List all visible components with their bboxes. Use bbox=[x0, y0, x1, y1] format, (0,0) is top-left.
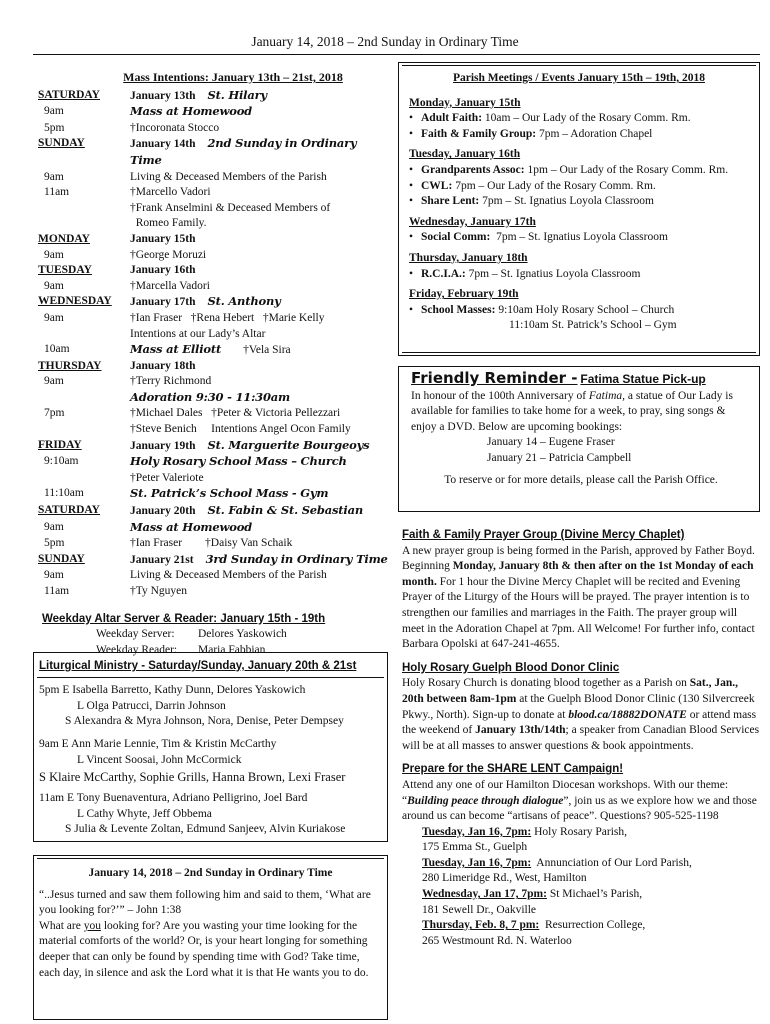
parish-events-box bbox=[398, 62, 760, 356]
liturgical-9am bbox=[39, 737, 384, 786]
mass-row-day: 9am bbox=[44, 569, 64, 582]
reflection-rule-top bbox=[37, 858, 384, 859]
parish-event-extra: 11:10am St. Patrick’s School – Gym bbox=[509, 319, 677, 332]
mass-row-text bbox=[130, 584, 390, 600]
parish-event-detail: 9:10am Holy Rosary School – Church bbox=[495, 303, 675, 316]
mass-row-text bbox=[130, 136, 390, 169]
mass-intentions-title: Mass Intentions: January 13th – 21st, 2018 bbox=[123, 70, 343, 84]
share-text-c: ”, join us as we explore how we and those around us can become “artisans of peace”. Questions? 905-525-1198 bbox=[402, 794, 757, 823]
mass-row-detail: January 16th bbox=[130, 264, 196, 277]
reminder-subtitle: Fatima Statue Pick-up bbox=[580, 372, 706, 386]
mass-row-detail: Living & Deceased Members of the Parish bbox=[130, 170, 327, 183]
mass-row-feast: St. Patrick’s School Mass - Gym bbox=[130, 486, 329, 501]
mass-row-day: 5pm bbox=[44, 537, 65, 550]
bullet-icon: • bbox=[409, 267, 414, 280]
reflection-text-a: What are bbox=[39, 919, 84, 932]
liturgical-line: 9am E Ann Marie Lennie, Tim & Kristin McCarthy bbox=[39, 738, 277, 750]
mass-row-day: 9am bbox=[44, 375, 64, 388]
mass-row-day bbox=[38, 422, 130, 438]
mass-row-text bbox=[130, 201, 390, 217]
mass-row-detail: January 21st bbox=[130, 553, 194, 566]
share-lent-title: Prepare for the SHARE LENT Campaign! bbox=[402, 763, 624, 776]
reflection-box bbox=[33, 855, 388, 1020]
mass-row-detail: †Ian Fraser †Daisy Van Schaik bbox=[130, 537, 293, 550]
blood-donor-body bbox=[402, 676, 762, 754]
parish-day-heading: Friday, February 19th bbox=[409, 288, 519, 301]
mass-row-text bbox=[130, 390, 390, 407]
parish-event-name: Social Comm: bbox=[421, 231, 491, 244]
mass-row-feast: St. Marguerite Bourgeoys bbox=[207, 437, 370, 452]
mass-row-detail: †Steve Benich Intentions Angel Ocon Family bbox=[130, 423, 351, 436]
parish-event-item bbox=[409, 111, 751, 127]
mass-row-feast: 3rd Sunday in Ordinary Time bbox=[205, 551, 388, 566]
mass-row-detail: Living & Deceased Members of the Parish bbox=[130, 569, 327, 582]
mass-intentions-list bbox=[38, 88, 390, 600]
reminder-body-b: a statue of Our Lady is available for families to take home for a week, to pray, sing songs & enjoy a DVD. Below are upcoming bookings: bbox=[411, 389, 733, 433]
mass-row-day: WEDNESDAY bbox=[38, 295, 112, 308]
blood-text-c: at the Guelph Blood Donor Clinic (130 Silvercreek Pkwy., North). Sign-up to donate at bbox=[402, 692, 755, 721]
share-session-when: Wednesday, Jan 17, 7pm: bbox=[422, 888, 547, 901]
mass-row-day: FRIDAY bbox=[38, 438, 82, 451]
liturgical-line: L Cathy Whyte, Jeff Obbema bbox=[77, 807, 212, 820]
mass-row bbox=[38, 486, 390, 503]
left-column bbox=[38, 70, 390, 658]
mass-row-text bbox=[130, 486, 390, 503]
mass-row-text bbox=[130, 248, 390, 264]
mass-row bbox=[38, 503, 390, 520]
mass-row-text bbox=[130, 170, 390, 186]
reminder-footer: To reserve or for more details, please call the Parish Office. bbox=[444, 473, 718, 486]
parish-event-detail: 7pm – St. Ignatius Loyola Classroom bbox=[490, 231, 668, 244]
mass-row-detail: January 19th bbox=[130, 439, 196, 452]
mass-row-day: 9am bbox=[44, 311, 64, 324]
parish-event-name: R.C.I.A.: bbox=[421, 267, 466, 280]
blood-text-a: Holy Rosary Church is donating blood together as a Parish on bbox=[402, 677, 690, 690]
mass-row-day: 9:10am bbox=[44, 455, 79, 468]
mass-row-detail: †George Moruzi bbox=[130, 248, 207, 261]
altar-server-label: Weekday Server: bbox=[96, 628, 175, 641]
reminder-body bbox=[411, 389, 751, 436]
share-session-when: Thursday, Feb. 8, 7 pm: bbox=[422, 919, 540, 932]
prayer-text-a: A new prayer group is being formed in the Parish, approved by Father Boyd. Beginning bbox=[402, 544, 755, 573]
altar-reader-label: Weekday Reader: bbox=[96, 643, 178, 656]
liturgical-line: S Julia & Levente Zoltan, Edmund Sanjeev, Alvin Kuriakose bbox=[65, 823, 346, 836]
bullet-icon: • bbox=[409, 127, 414, 140]
mass-row-detail: January 17th bbox=[130, 296, 196, 309]
mass-row-day: SUNDAY bbox=[38, 552, 85, 565]
mass-row-text bbox=[130, 104, 390, 121]
mass-row-day: 9am bbox=[44, 520, 64, 533]
parish-event-detail: 7pm – St. Ignatius Loyola Classroom bbox=[479, 195, 654, 208]
reminder-heading bbox=[411, 371, 751, 389]
liturgical-title: Liturgical Ministry - Saturday/Sunday, January 20th & 21st bbox=[39, 660, 357, 672]
header-rule bbox=[33, 54, 760, 55]
mass-row-text bbox=[130, 216, 390, 232]
mass-row-text bbox=[130, 568, 390, 584]
mass-row-day bbox=[38, 471, 130, 487]
mass-row-text bbox=[130, 374, 390, 390]
parish-event-item bbox=[409, 194, 751, 210]
mass-row bbox=[38, 121, 390, 137]
parish-rule-top bbox=[402, 65, 756, 66]
parish-events-list bbox=[399, 87, 759, 334]
mass-row-feast: Mass at Homewood bbox=[130, 104, 253, 119]
mass-row-day: 7pm bbox=[44, 407, 65, 420]
mass-row bbox=[38, 374, 390, 390]
mass-row-day: 9am bbox=[44, 279, 64, 292]
page-title: January 14, 2018 – 2nd Sunday in Ordinary Time bbox=[251, 34, 519, 49]
mass-row-text bbox=[130, 536, 390, 552]
altar-title: Weekday Altar Server & Reader: January 15th - 19th bbox=[42, 612, 326, 625]
mass-row bbox=[38, 471, 390, 487]
mass-row bbox=[38, 438, 390, 455]
mass-row-text bbox=[130, 342, 390, 359]
mass-row-detail: January 18th bbox=[130, 359, 196, 372]
mass-row bbox=[38, 454, 390, 471]
bullet-icon: • bbox=[409, 112, 414, 125]
parish-event-name: Grandparents Assoc: bbox=[421, 163, 525, 176]
mass-row-text bbox=[130, 88, 390, 105]
liturgical-line: 11am E Tony Buenaventura, Adriano Pelligrino, Joel Bard bbox=[39, 792, 308, 804]
liturgical-line: 5pm E Isabella Barretto, Kathy Dunn, Delores Yaskowich bbox=[39, 684, 306, 696]
parish-event-detail: 7pm – Adoration Chapel bbox=[536, 127, 653, 140]
parish-event-item bbox=[409, 230, 751, 246]
mass-row-text bbox=[130, 552, 390, 569]
blood-text-g: ; a speaker from Canadian Blood Services will be at all masses to answer questions & book appointments. bbox=[402, 724, 760, 752]
reminder-title: Friendly Reminder - bbox=[411, 369, 578, 387]
mass-row bbox=[38, 104, 390, 121]
blood-text-f: January 13th/14th bbox=[475, 724, 566, 737]
reflection-body bbox=[34, 882, 387, 982]
parish-day-heading: Monday, January 15th bbox=[409, 96, 521, 109]
mass-row-detail: †Ian Fraser †Rena Hebert †Marie Kelly bbox=[130, 311, 325, 324]
reflection-title: January 14, 2018 – 2nd Sunday in Ordinary Time bbox=[88, 867, 333, 879]
parish-event-item bbox=[409, 127, 751, 143]
mass-row bbox=[38, 136, 390, 169]
mass-row-day: 10am bbox=[44, 343, 70, 356]
reflection-quote: “..Jesus turned and saw them following him and said to them, ‘What are you looking for?’” – John 1:38 bbox=[39, 888, 371, 917]
bullet-icon: • bbox=[409, 179, 414, 192]
share-session bbox=[402, 887, 762, 903]
parish-day-heading: Tuesday, January 16th bbox=[409, 148, 521, 161]
mass-row-feast: Mass at Homewood bbox=[130, 519, 253, 534]
parish-event-item bbox=[409, 267, 751, 283]
mass-row-detail: Romeo Family. bbox=[130, 217, 207, 230]
mass-row-day bbox=[38, 216, 130, 232]
mass-row bbox=[38, 359, 390, 375]
mass-row-detail: January 13th bbox=[130, 89, 196, 102]
liturgical-5pm bbox=[39, 683, 384, 730]
parish-event-detail: 10am – Our Lady of the Rosary Comm. Rm. bbox=[482, 112, 691, 125]
share-session bbox=[402, 856, 762, 872]
mass-row bbox=[38, 88, 390, 105]
mass-row-feast: 2nd Sunday in Ordinary Time bbox=[130, 136, 357, 167]
mass-row-day: SUNDAY bbox=[38, 137, 85, 150]
liturgical-line: S Alexandra & Myra Johnson, Nora, Denise, Peter Dempsey bbox=[65, 715, 344, 728]
mass-row-day: 9am bbox=[44, 170, 64, 183]
mass-row-text bbox=[130, 503, 390, 520]
mass-row-after: †Vela Sira bbox=[243, 344, 291, 357]
reminder-booking: January 21 – Patricia Campbell bbox=[487, 451, 632, 464]
mass-row-day: SATURDAY bbox=[38, 504, 100, 517]
parish-event-detail: 7pm – St. Ignatius Loyola Classroom bbox=[465, 267, 641, 280]
share-theme: Building peace through dialogue bbox=[407, 794, 564, 807]
mass-row-day bbox=[38, 201, 130, 217]
parish-event-name: Share Lent: bbox=[421, 195, 480, 208]
parish-event-item bbox=[409, 179, 751, 195]
mass-row bbox=[38, 216, 390, 232]
mass-row-day: 5pm bbox=[44, 121, 65, 134]
mass-row-detail: †Michael Dales †Peter & Victoria Pellezzari bbox=[130, 407, 341, 420]
mass-row-text bbox=[130, 263, 390, 279]
share-session-place: St Michael’s Parish, bbox=[546, 888, 643, 901]
mass-row-day bbox=[38, 327, 130, 343]
prayer-group-body bbox=[402, 544, 762, 653]
parish-event-item bbox=[409, 163, 751, 179]
mass-row-detail: Intentions at our Lady’s Altar bbox=[130, 327, 266, 340]
mass-row-feast: Adoration 9:30 - 11:30am bbox=[130, 389, 290, 404]
mass-row bbox=[38, 185, 390, 201]
mass-row-day: 11am bbox=[44, 186, 70, 199]
parish-rule-bottom bbox=[402, 352, 756, 353]
reminder-booking: January 14 – Eugene Fraser bbox=[487, 436, 615, 449]
liturgical-line: L Vincent Soosai, John McCormick bbox=[77, 753, 242, 766]
mass-row-text bbox=[130, 438, 390, 455]
mass-row-feast: Holy Rosary School Mass – Church bbox=[130, 454, 347, 469]
mass-row-day: 11:10am bbox=[44, 487, 84, 500]
share-sessions bbox=[402, 825, 762, 950]
prayer-text-c: For 1 hour the Divine Mercy Chaplet will be recited and Evening Prayer of the Liturgy of the Hours will be prayed. The prayer intention is to strengthen our families and marriages in the Faith. The prayer group will meet in the Adoration Chapel at 7pm. All Welcome! For further info, contact Barbara Opolski at 647-241-4655. bbox=[402, 575, 755, 651]
share-session-address: 280 Limeridge Rd., West, Hamilton bbox=[422, 872, 587, 885]
mass-row-text bbox=[130, 327, 390, 343]
mass-row-day bbox=[38, 390, 130, 407]
mass-row-text bbox=[130, 471, 390, 487]
share-session-address: 175 Emma St., Guelph bbox=[422, 841, 528, 854]
liturgical-box bbox=[33, 652, 388, 842]
blood-donor-title: Holy Rosary Guelph Blood Donor Clinic bbox=[402, 661, 620, 674]
mass-row bbox=[38, 170, 390, 186]
share-lent-body bbox=[402, 778, 762, 825]
parish-event-name: Adult Faith: bbox=[421, 112, 483, 125]
mass-row-detail: January 15th bbox=[130, 232, 196, 245]
parish-event-name: School Masses: bbox=[421, 303, 496, 316]
parish-event-detail: 1pm – Our Lady of the Rosary Comm. Rm. bbox=[524, 163, 729, 176]
liturgical-line: L Olga Patrucci, Darrin Johnson bbox=[77, 699, 226, 712]
mass-row-day: 11am bbox=[44, 585, 70, 597]
mass-row-detail: †Marcella Vadori bbox=[130, 279, 210, 292]
mass-row bbox=[38, 311, 390, 327]
mass-row bbox=[38, 342, 390, 359]
reminder-body-a: In honour of the 100th Anniversary of bbox=[411, 389, 589, 402]
mass-row bbox=[38, 552, 390, 569]
mass-row bbox=[38, 327, 390, 343]
share-session-place: Resurrection College, bbox=[539, 919, 646, 932]
mass-row-detail: †Terry Richmond bbox=[130, 375, 212, 388]
bullet-icon: • bbox=[409, 231, 414, 244]
parish-event-item bbox=[409, 303, 751, 319]
reflection-text-b: looking for? Are you wasting your time looking for the material comforts of the world? Or, is your heart longing for something deeper that can only be found by spending time with God? Take time, each day, in silence and ask the Lord what it is that He wants you to do. bbox=[39, 919, 369, 979]
blood-link: blood.ca/18882DONATE bbox=[568, 708, 687, 721]
parish-event-detail: 7pm – Our Lady of the Rosary Comm. Rm. bbox=[452, 179, 656, 192]
mass-row-day: 9am bbox=[44, 248, 64, 261]
prayer-group-title: Faith & Family Prayer Group (Divine Mercy Chaplet) bbox=[402, 529, 685, 541]
liturgical-11am bbox=[39, 791, 384, 838]
mass-row bbox=[38, 584, 390, 600]
mass-row-feast: Mass at Elliott bbox=[130, 342, 222, 357]
mass-row bbox=[38, 279, 390, 295]
bullet-icon: • bbox=[409, 303, 414, 316]
mass-row-feast: St. Anthony bbox=[207, 294, 281, 309]
share-session-when: Tuesday, Jan 16, 7pm: bbox=[422, 856, 532, 869]
prayer-text-bold: Monday, January 8th & then after on the 1st Monday of each month. bbox=[402, 560, 754, 588]
blood-text-e: or attend mass the weekend of bbox=[402, 708, 757, 737]
reminder-box bbox=[398, 366, 760, 512]
share-session-place: Annunciation of Our Lord Parish, bbox=[531, 856, 692, 869]
mass-row bbox=[38, 406, 390, 422]
mass-row-detail: †Ty Nguyen bbox=[130, 585, 188, 597]
mass-row-day: THURSDAY bbox=[38, 359, 102, 372]
mass-row-text bbox=[130, 279, 390, 295]
liturgical-rule bbox=[37, 677, 384, 678]
mass-row-feast: St. Fabin & St. Sebastian bbox=[207, 503, 363, 518]
reflection-text bbox=[39, 919, 382, 981]
share-text-a: Attend any one of our Hamilton Diocesan workshops. With our theme: “ bbox=[402, 778, 729, 807]
mass-row-text bbox=[130, 520, 390, 537]
mass-row-detail: January 14th bbox=[130, 138, 196, 151]
reflection-you: you bbox=[83, 919, 101, 932]
mass-row bbox=[38, 422, 390, 438]
mass-row-detail: †Frank Anselmini & Deceased Members of bbox=[130, 201, 331, 214]
parish-day-heading: Wednesday, January 17th bbox=[409, 215, 536, 228]
altar-server-row bbox=[38, 627, 390, 643]
mass-row-text bbox=[130, 422, 390, 438]
mass-row bbox=[38, 520, 390, 537]
mass-row-text bbox=[130, 406, 390, 422]
right-articles bbox=[402, 528, 762, 949]
mass-row bbox=[38, 536, 390, 552]
share-session-address: 181 Sewell Dr., Oakville bbox=[422, 903, 537, 916]
mass-row-text bbox=[130, 311, 390, 327]
blood-text-b: Sat., Jan., 20th between 8am-1pm bbox=[402, 677, 739, 705]
share-session-address: 265 Westmount Rd. N. Waterloo bbox=[422, 934, 572, 947]
mass-row bbox=[38, 201, 390, 217]
mass-row-day: MONDAY bbox=[38, 232, 90, 245]
mass-row-day: 9am bbox=[44, 105, 64, 118]
mass-row-detail: †Peter Valeriote bbox=[130, 471, 204, 484]
liturgical-line: S Klaire McCarthy, Sophie Grills, Hanna Brown, Lexi Fraser bbox=[39, 770, 346, 785]
parish-event-name: CWL: bbox=[421, 179, 453, 192]
reminder-body-italic: Fatima, bbox=[588, 389, 626, 402]
mass-row-text bbox=[130, 121, 390, 137]
bullet-icon: • bbox=[409, 195, 414, 208]
mass-row-text bbox=[130, 454, 390, 471]
mass-row-text bbox=[130, 294, 390, 311]
mass-row bbox=[38, 248, 390, 264]
mass-row-detail: †Incoronata Stocco bbox=[130, 121, 220, 134]
mass-row-detail: †Marcello Vadori bbox=[130, 186, 211, 199]
mass-row bbox=[38, 568, 390, 584]
parish-events-title: Parish Meetings / Events January 15th – 19th, 2018 bbox=[452, 72, 706, 84]
bullet-icon: • bbox=[409, 163, 414, 176]
mass-row-text bbox=[130, 359, 390, 375]
altar-reader-name: Maria Fabbian bbox=[198, 643, 266, 656]
mass-row bbox=[38, 232, 390, 248]
mass-row-text bbox=[130, 232, 390, 248]
mass-row bbox=[38, 294, 390, 311]
share-session bbox=[402, 825, 762, 841]
parish-day-heading: Thursday, January 18th bbox=[409, 251, 528, 264]
altar-server-name: Delores Yaskowich bbox=[198, 628, 287, 641]
mass-row-text bbox=[130, 185, 390, 201]
mass-row-detail: January 20th bbox=[130, 505, 196, 518]
share-session bbox=[402, 918, 762, 934]
share-session-place: Holy Rosary Parish, bbox=[531, 825, 628, 838]
mass-row bbox=[38, 263, 390, 279]
mass-row-day: TUESDAY bbox=[38, 264, 92, 277]
mass-row-feast: St. Hilary bbox=[207, 87, 267, 102]
parish-event-name: Faith & Family Group: bbox=[421, 127, 537, 140]
share-session-when: Tuesday, Jan 16, 7pm: bbox=[422, 825, 532, 838]
mass-row-day: SATURDAY bbox=[38, 88, 100, 101]
mass-row bbox=[38, 390, 390, 407]
